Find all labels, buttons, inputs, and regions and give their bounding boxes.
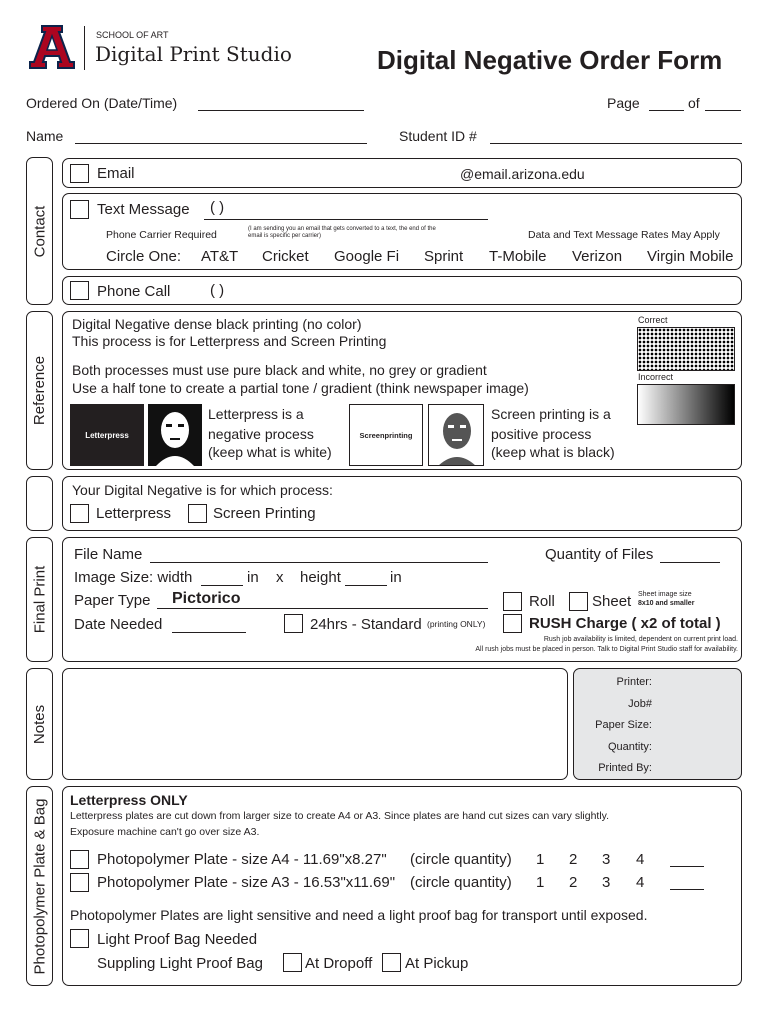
qty-option[interactable]: 3 bbox=[602, 874, 611, 891]
text-phone-field[interactable] bbox=[204, 219, 488, 220]
phone-call-checkbox[interactable] bbox=[70, 281, 89, 300]
circle-quantity-label: (circle quantity) bbox=[410, 851, 512, 868]
circle-quantity-label: (circle quantity) bbox=[410, 874, 512, 891]
qty-option[interactable]: 2 bbox=[569, 851, 578, 868]
staff-field-label: Job# bbox=[628, 698, 652, 710]
reference-line: This process is for Letterpress and Screen Printing bbox=[72, 333, 387, 349]
logo-divider bbox=[84, 26, 85, 70]
staff-field-label: Quantity: bbox=[607, 741, 652, 753]
a3-qty-field[interactable] bbox=[670, 889, 704, 890]
sheet-checkbox[interactable] bbox=[569, 592, 588, 611]
studio-name: Digital Print Studio bbox=[95, 42, 292, 66]
process-side-tab bbox=[26, 476, 53, 531]
plate-section-label: Photopolymer Plate & Bag bbox=[31, 798, 48, 974]
plate-side-tab bbox=[26, 786, 53, 986]
reference-line: Use a half tone to create a partial tone / gradient (think newspaper image) bbox=[72, 380, 529, 396]
contact-side-tab bbox=[26, 157, 53, 305]
screen-printing-checkbox[interactable] bbox=[188, 504, 207, 523]
screenprint-desc: (keep what is black) bbox=[491, 444, 615, 460]
school-label: SCHOOL OF ART bbox=[96, 30, 169, 40]
file-name-field[interactable] bbox=[150, 562, 488, 563]
roll-label: Roll bbox=[529, 593, 555, 610]
staff-field-label: Printed By: bbox=[598, 762, 652, 774]
in-label: in bbox=[390, 569, 402, 586]
sheet-note: Sheet image size bbox=[638, 591, 692, 598]
rush-note: Rush job availability is limited, dependent on current print load. bbox=[543, 636, 738, 643]
notes-field[interactable] bbox=[62, 668, 568, 780]
rush-note: All rush jobs must be placed in person. Talk to Digital Print Studio staff for availability. bbox=[475, 646, 738, 653]
standard-label: 24hrs - Standard bbox=[310, 616, 422, 633]
qty-option[interactable]: 1 bbox=[536, 851, 545, 868]
roll-checkbox[interactable] bbox=[503, 592, 522, 611]
gradient-sample bbox=[637, 384, 735, 425]
phone-call-paren: ( ) bbox=[210, 282, 225, 299]
plate-title: Letterpress ONLY bbox=[70, 792, 188, 808]
a4-plate-label: Photopolymer Plate - size A4 - 11.69"x8.27" bbox=[97, 851, 387, 868]
qty-option[interactable]: 4 bbox=[636, 874, 645, 891]
screen-printing-option-label: Screen Printing bbox=[213, 505, 316, 522]
of-label: of bbox=[688, 95, 700, 111]
letterpress-tag-text: Letterpress bbox=[85, 430, 129, 440]
page-label: Page bbox=[607, 95, 640, 111]
width-field[interactable] bbox=[201, 585, 243, 586]
ordered-on-field[interactable] bbox=[198, 110, 364, 111]
notes-section-label: Notes bbox=[31, 704, 48, 744]
letterpress-desc: Letterpress is a bbox=[208, 406, 304, 422]
qty-option[interactable]: 2 bbox=[569, 874, 578, 891]
plate-desc: Exposure machine can't go over size A3. bbox=[70, 826, 260, 838]
sheet-label: Sheet bbox=[592, 593, 632, 610]
screenprint-desc: positive process bbox=[491, 426, 592, 442]
printing-only-label: (printing ONLY) bbox=[427, 619, 486, 629]
carrier-option[interactable]: Verizon bbox=[572, 248, 623, 265]
staff-field-label: Printer: bbox=[616, 676, 652, 688]
halftone-sample bbox=[637, 327, 735, 371]
in-label: in bbox=[247, 569, 259, 586]
letterpress-desc: (keep what is white) bbox=[208, 444, 332, 460]
rush-label: RUSH Charge ( x2 of total ) bbox=[529, 615, 721, 632]
email-row bbox=[62, 158, 742, 188]
letterpress-option-label: Letterpress bbox=[96, 505, 172, 522]
circle-one-label: Circle One: bbox=[106, 248, 182, 265]
pickup-label: At Pickup bbox=[405, 955, 469, 972]
height-field[interactable] bbox=[345, 585, 387, 586]
contact-section-label: Contact bbox=[31, 205, 49, 257]
page-title: Digital Negative Order Form bbox=[377, 45, 723, 75]
date-needed-label: Date Needed bbox=[74, 616, 163, 633]
standard-checkbox[interactable] bbox=[284, 614, 303, 633]
email-checkbox[interactable] bbox=[70, 164, 89, 183]
carrier-note: (I am sending you an email that gets converted to a text, the end of the email is specific per carrier) bbox=[248, 226, 436, 239]
supplying-label: Suppling Light Proof Bag bbox=[97, 955, 263, 972]
name-field[interactable] bbox=[75, 143, 367, 144]
page-number-field[interactable] bbox=[649, 110, 684, 111]
correct-label: Correct bbox=[638, 315, 668, 325]
incorrect-label: Incorrect bbox=[638, 372, 674, 382]
carrier-option[interactable]: Sprint bbox=[424, 248, 464, 265]
process-question: Your Digital Negative is for which process: bbox=[72, 482, 333, 498]
qty-option[interactable]: 3 bbox=[602, 851, 611, 868]
final-print-side-tab bbox=[26, 537, 53, 662]
email-label: Email bbox=[97, 165, 135, 182]
qty-files-field[interactable] bbox=[660, 562, 720, 563]
reference-section-label: Reference bbox=[31, 355, 48, 426]
light-bag-checkbox[interactable] bbox=[70, 929, 89, 948]
letterpress-checkbox[interactable] bbox=[70, 504, 89, 523]
pickup-checkbox[interactable] bbox=[382, 953, 401, 972]
qty-option[interactable]: 4 bbox=[636, 851, 645, 868]
paper-type-value[interactable]: Pictorico bbox=[172, 590, 241, 607]
letterpress-portrait bbox=[148, 404, 202, 466]
screenprint-portrait bbox=[428, 404, 484, 466]
screenprint-tag bbox=[349, 404, 423, 466]
height-label: height bbox=[300, 569, 341, 586]
carrier-option[interactable]: Virgin Mobile bbox=[647, 248, 734, 265]
text-message-label: Text Message bbox=[97, 201, 190, 218]
x-label: x bbox=[276, 569, 284, 586]
carrier-option[interactable]: T-Mobile bbox=[489, 248, 547, 265]
text-message-checkbox[interactable] bbox=[70, 200, 89, 219]
sheet-note: 8x10 and smaller bbox=[638, 600, 695, 607]
date-needed-field[interactable] bbox=[172, 632, 246, 633]
ordered-on-label: Ordered On (Date/Time) bbox=[26, 95, 178, 111]
notes-side-tab bbox=[26, 668, 53, 780]
text-phone-paren: ( ) bbox=[210, 199, 225, 216]
carrier-option[interactable]: AT&T bbox=[201, 248, 239, 265]
paper-type-label: Paper Type bbox=[74, 592, 151, 609]
dropoff-label: At Dropoff bbox=[305, 955, 373, 972]
page-total-field[interactable] bbox=[705, 110, 741, 111]
qty-option[interactable]: 1 bbox=[536, 874, 545, 891]
phone-carrier-required: Phone Carrier Required bbox=[106, 229, 217, 241]
light-sensitive-note: Photopolymer Plates are light sensitive and need a light proof bag for transport until exposed. bbox=[70, 907, 648, 923]
rush-checkbox[interactable] bbox=[503, 614, 522, 633]
file-name-label: File Name bbox=[74, 546, 143, 563]
final-print-section-label: Final Print bbox=[31, 565, 48, 634]
paper-type-field bbox=[157, 608, 488, 609]
dropoff-checkbox[interactable] bbox=[283, 953, 302, 972]
staff-field-label: Paper Size: bbox=[595, 719, 652, 731]
email-domain: @email.arizona.edu bbox=[460, 166, 585, 182]
a3-plate-checkbox[interactable] bbox=[70, 873, 89, 892]
reference-side-tab bbox=[26, 311, 53, 470]
student-id-label: Student ID # bbox=[399, 128, 477, 144]
image-size-label: Image Size: width bbox=[74, 569, 193, 586]
student-id-field[interactable] bbox=[490, 143, 742, 144]
ua-logo bbox=[26, 24, 78, 70]
screenprint-desc: Screen printing is a bbox=[491, 406, 611, 422]
rates-note: Data and Text Message Rates May Apply bbox=[528, 229, 720, 241]
name-label: Name bbox=[26, 128, 64, 144]
phone-call-label: Phone Call bbox=[97, 283, 171, 300]
letterpress-tag bbox=[70, 404, 144, 466]
qty-files-label: Quantity of Files bbox=[545, 546, 654, 563]
carrier-option[interactable]: Google Fi bbox=[334, 248, 400, 265]
plate-desc: Letterpress plates are cut down from larger size to create A4 or A3. Since plates are hand cut sizes can vary slightly. bbox=[70, 810, 610, 822]
a4-qty-field[interactable] bbox=[670, 866, 704, 867]
screenprint-tag-text: Screenprinting bbox=[359, 430, 413, 440]
a4-plate-checkbox[interactable] bbox=[70, 850, 89, 869]
reference-line: Both processes must use pure black and white, no grey or gradient bbox=[72, 362, 487, 378]
reference-line: Digital Negative dense black printing (no color) bbox=[72, 316, 362, 332]
carrier-option[interactable]: Cricket bbox=[262, 248, 309, 265]
light-bag-label: Light Proof Bag Needed bbox=[97, 931, 258, 948]
a3-plate-label: Photopolymer Plate - size A3 - 16.53"x11.69" bbox=[97, 874, 396, 891]
letterpress-desc: negative process bbox=[208, 426, 314, 442]
